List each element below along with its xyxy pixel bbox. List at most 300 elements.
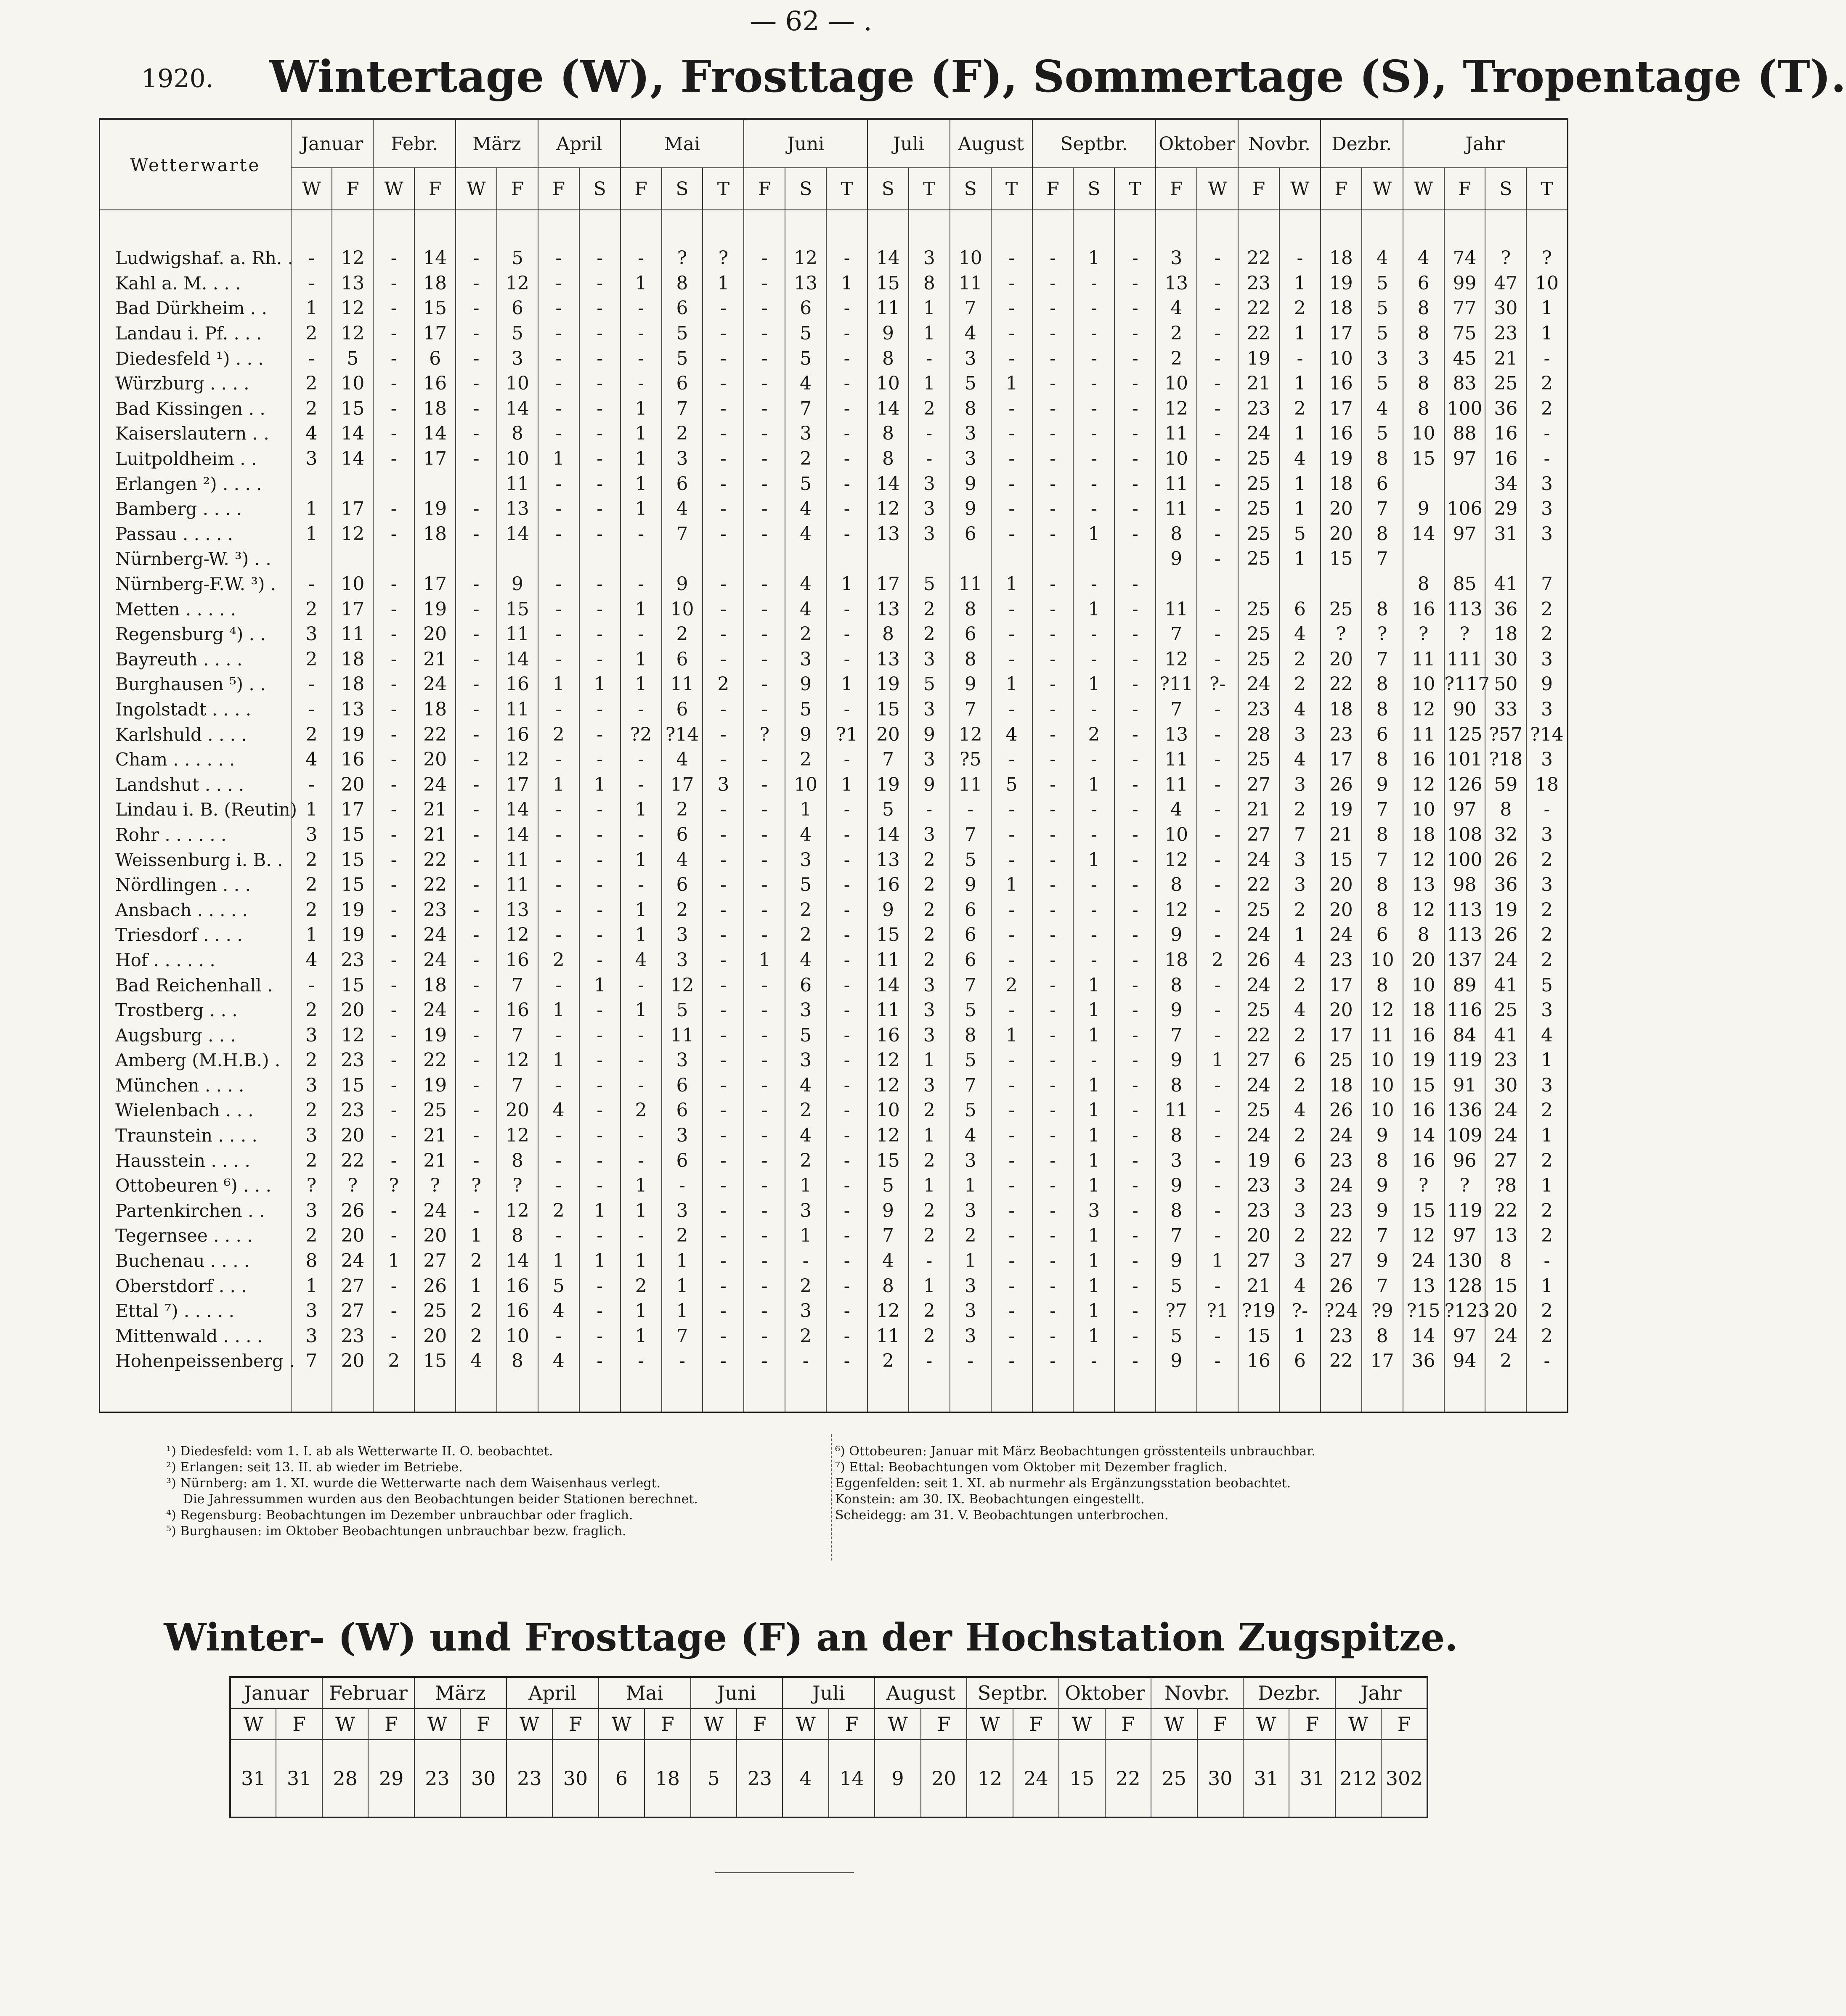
data-cell: 10	[1403, 797, 1444, 822]
data-cell: ?	[1485, 210, 1526, 271]
data-cell: -	[826, 1173, 867, 1198]
data-cell: 23	[332, 1324, 373, 1349]
data-cell: 14	[867, 210, 909, 271]
data-cell: 3	[785, 421, 826, 446]
data-cell: 8	[1362, 596, 1403, 622]
data-cell: 47	[1485, 271, 1526, 296]
end-rule	[715, 1872, 854, 1873]
zugspitze-sub: W	[1243, 1709, 1289, 1740]
table-row	[100, 998, 1568, 1023]
data-cell: -	[826, 1048, 867, 1073]
data-cell: 9	[950, 872, 991, 898]
data-cell: 2	[456, 1324, 497, 1349]
data-cell: -	[1073, 271, 1114, 296]
data-cell: 1	[1073, 1273, 1114, 1298]
data-cell: -	[579, 998, 621, 1023]
data-cell: -	[373, 596, 414, 622]
data-cell: 16	[332, 747, 373, 772]
footnote: Konstein: am 30. IX. Beobachtungen eingestellt.	[835, 1492, 1145, 1507]
data-cell: -	[1032, 1173, 1074, 1198]
data-cell: -	[826, 296, 867, 321]
data-cell: 1	[621, 471, 662, 496]
data-cell: -	[621, 772, 662, 797]
data-cell: 21	[414, 1123, 456, 1148]
data-cell: -	[1197, 446, 1238, 472]
data-cell: -	[579, 1324, 621, 1349]
zugspitze-value: 15	[1059, 1740, 1105, 1817]
data-cell: -	[703, 421, 744, 446]
zugspitze-sub: W	[691, 1709, 737, 1740]
data-cell: 1	[621, 1198, 662, 1224]
data-cell: 11	[1156, 421, 1197, 446]
data-cell: 14	[1403, 1324, 1444, 1349]
data-cell: -	[826, 897, 867, 922]
data-cell	[826, 546, 867, 572]
data-cell: 4	[456, 1348, 497, 1412]
data-cell: -	[1032, 998, 1074, 1023]
data-cell: 17	[414, 321, 456, 346]
data-cell: 27	[332, 1273, 373, 1298]
data-cell: 1	[579, 1248, 621, 1274]
data-cell: 15	[1403, 1198, 1444, 1224]
data-cell: 2	[909, 1098, 950, 1123]
data-cell: 13	[1156, 271, 1197, 296]
data-cell: -	[991, 296, 1032, 321]
station-name: Burghausen ⁵) . .	[115, 674, 266, 695]
data-cell: -	[456, 697, 497, 722]
data-cell: 1	[991, 872, 1032, 898]
data-cell: 3	[291, 446, 332, 472]
data-cell: -	[1197, 596, 1238, 622]
data-cell: 20	[497, 1098, 538, 1123]
data-cell: 6	[1279, 1348, 1321, 1412]
data-cell: -	[662, 1348, 703, 1412]
zugspitze-value: 20	[921, 1740, 967, 1817]
data-cell: 1	[579, 772, 621, 797]
table-row	[100, 296, 1568, 321]
data-cell: 1	[909, 1048, 950, 1073]
data-cell: -	[579, 872, 621, 898]
data-cell: 13	[497, 897, 538, 922]
data-cell: 18	[1526, 772, 1568, 797]
table-row	[100, 321, 1568, 346]
data-cell: 3	[909, 647, 950, 672]
data-cell: -	[456, 446, 497, 472]
data-cell: -	[373, 396, 414, 421]
data-cell: 1	[579, 672, 621, 697]
data-cell: -	[1032, 972, 1074, 998]
data-cell: 11	[1156, 772, 1197, 797]
data-cell: 6	[950, 622, 991, 647]
data-cell	[291, 471, 332, 496]
data-cell: 5	[909, 672, 950, 697]
data-cell: 8	[1485, 1248, 1526, 1274]
data-cell: 1	[662, 1298, 703, 1324]
data-cell: -	[991, 446, 1032, 472]
sub-header: F	[497, 168, 538, 210]
data-cell: 1	[991, 371, 1032, 396]
data-cell: 17	[414, 572, 456, 597]
data-cell: 3	[291, 1298, 332, 1324]
data-cell: 17	[332, 596, 373, 622]
data-cell: 24	[1321, 1123, 1362, 1148]
data-cell: 84	[1444, 1023, 1485, 1048]
data-cell: 7	[1362, 1223, 1403, 1248]
data-cell: 1	[291, 496, 332, 522]
data-cell: 6	[662, 296, 703, 321]
station-name: Amberg (M.H.B.) .	[115, 1050, 281, 1071]
data-cell: 7	[1362, 847, 1403, 872]
data-cell: -	[991, 346, 1032, 371]
data-cell: 22	[1238, 321, 1279, 346]
data-cell: 3	[909, 1073, 950, 1098]
data-cell	[538, 546, 579, 572]
data-cell: 25	[1238, 998, 1279, 1023]
data-cell: -	[1032, 471, 1074, 496]
data-cell: 3	[950, 346, 991, 371]
data-cell: -	[579, 371, 621, 396]
data-cell: -	[456, 1123, 497, 1148]
data-cell: 3	[1279, 772, 1321, 797]
data-cell: 2	[1279, 797, 1321, 822]
data-cell: 7	[662, 1324, 703, 1349]
data-cell: -	[621, 296, 662, 321]
data-cell: -	[1114, 847, 1156, 872]
zugspitze-month: Jahr	[1335, 1677, 1427, 1709]
data-cell: 26	[1238, 948, 1279, 973]
data-cell: -	[373, 697, 414, 722]
data-cell: 18	[414, 697, 456, 722]
data-cell: 24	[1238, 421, 1279, 446]
table-row	[100, 1273, 1568, 1298]
sub-header: F	[1321, 168, 1362, 210]
data-cell: -	[373, 1073, 414, 1098]
data-cell: 1	[909, 321, 950, 346]
data-cell: -	[744, 1298, 785, 1324]
data-cell: -	[1114, 296, 1156, 321]
data-cell: 27	[1238, 772, 1279, 797]
station-name: Buchenau . . . .	[115, 1250, 250, 1272]
data-cell: -	[1197, 998, 1238, 1023]
data-cell: 13	[1156, 722, 1197, 747]
data-cell: -	[826, 1223, 867, 1248]
data-cell: -	[538, 1324, 579, 1349]
station-name: Partenkirchen . .	[115, 1200, 265, 1221]
data-cell: 19	[414, 496, 456, 522]
data-cell: -	[621, 321, 662, 346]
data-cell: 2	[291, 872, 332, 898]
data-cell: 4	[1279, 948, 1321, 973]
data-cell: 2	[621, 1273, 662, 1298]
data-cell: 89	[1444, 972, 1485, 998]
sub-header: F	[332, 168, 373, 210]
data-cell: -	[373, 972, 414, 998]
data-cell: 23	[1238, 396, 1279, 421]
data-cell	[456, 471, 497, 496]
data-cell: -	[909, 421, 950, 446]
data-cell: 8	[867, 446, 909, 472]
data-cell	[867, 546, 909, 572]
data-cell: 50	[1485, 672, 1526, 697]
data-cell: 8	[1362, 522, 1403, 547]
data-cell: -	[373, 271, 414, 296]
data-cell: -	[991, 1198, 1032, 1224]
data-cell: 23	[1238, 1173, 1279, 1198]
data-cell: -	[744, 1148, 785, 1173]
data-cell: 1	[538, 672, 579, 697]
month-header: Juni	[744, 119, 867, 168]
zugspitze-value: 6	[599, 1740, 645, 1817]
data-cell: 30	[1485, 1073, 1526, 1098]
data-cell: -	[579, 572, 621, 597]
data-cell: 20	[1321, 496, 1362, 522]
data-cell: 125	[1444, 722, 1485, 747]
data-cell: 1	[621, 897, 662, 922]
data-cell: 4	[867, 1248, 909, 1274]
data-cell: -	[1197, 296, 1238, 321]
data-cell: 2	[291, 396, 332, 421]
data-cell: -	[373, 1023, 414, 1048]
data-cell: 14	[867, 471, 909, 496]
data-cell: 20	[1321, 998, 1362, 1023]
data-cell: -	[538, 1223, 579, 1248]
data-cell: 1	[1073, 672, 1114, 697]
data-cell: -	[579, 1348, 621, 1412]
data-cell: 19	[414, 1023, 456, 1048]
data-cell: 21	[414, 1148, 456, 1173]
data-cell: 1	[950, 1248, 991, 1274]
data-cell: 23	[1485, 1048, 1526, 1073]
data-cell: -	[1114, 948, 1156, 973]
data-cell: 25	[414, 1298, 456, 1324]
data-cell: -	[1279, 210, 1321, 271]
data-cell: 26	[1485, 847, 1526, 872]
data-cell: 27	[1238, 822, 1279, 848]
data-cell: -	[579, 647, 621, 672]
data-cell: -	[1114, 972, 1156, 998]
data-cell: 22	[414, 872, 456, 898]
station-name: Passau . . . . .	[115, 523, 233, 544]
data-cell: 1	[621, 271, 662, 296]
data-cell: -	[456, 847, 497, 872]
data-cell: 15	[867, 922, 909, 948]
data-cell: 10	[1362, 948, 1403, 973]
sub-header: S	[785, 168, 826, 210]
station-name: Nördlingen . . .	[115, 874, 251, 895]
data-cell: 2	[909, 922, 950, 948]
zugspitze-sub: W	[599, 1709, 645, 1740]
data-cell: 1	[373, 1248, 414, 1274]
data-cell: 2	[1526, 922, 1568, 948]
data-cell: -	[373, 847, 414, 872]
data-cell	[785, 546, 826, 572]
data-cell: 2	[662, 1223, 703, 1248]
data-cell: -	[456, 1048, 497, 1073]
data-cell: -	[538, 1023, 579, 1048]
data-cell: 15	[332, 822, 373, 848]
data-cell: ?	[1321, 622, 1362, 647]
station-name: Hohenpeissenberg .	[115, 1351, 295, 1372]
data-cell: 1	[1279, 371, 1321, 396]
data-cell: -	[1197, 872, 1238, 898]
data-cell: 1	[538, 446, 579, 472]
data-cell: 3	[909, 747, 950, 772]
data-cell: 19	[867, 672, 909, 697]
data-cell: -	[373, 1148, 414, 1173]
data-cell: -	[744, 210, 785, 271]
table-row	[100, 772, 1568, 797]
data-cell: 3	[950, 1148, 991, 1173]
data-cell: -	[703, 371, 744, 396]
data-cell: -	[1114, 1148, 1156, 1173]
data-cell: 30	[1485, 296, 1526, 321]
data-cell: 4	[785, 822, 826, 848]
station-name: Metten . . . . .	[115, 599, 236, 620]
data-cell: -	[991, 210, 1032, 271]
data-cell: -	[373, 371, 414, 396]
data-cell: 2	[1526, 371, 1568, 396]
sub-header: T	[909, 168, 950, 210]
data-cell: -	[703, 1324, 744, 1349]
data-cell: 2	[1156, 321, 1197, 346]
data-cell: -	[1197, 1148, 1238, 1173]
data-cell: -	[621, 1023, 662, 1048]
data-cell: 2	[909, 897, 950, 922]
data-cell: -	[826, 596, 867, 622]
data-cell: 1	[621, 797, 662, 822]
data-cell: -	[1073, 421, 1114, 446]
data-cell: 27	[414, 1248, 456, 1274]
data-cell: 2	[1526, 1198, 1568, 1224]
data-cell: 1	[579, 972, 621, 998]
table-row	[100, 922, 1568, 948]
data-cell: 3	[909, 496, 950, 522]
data-cell: 7	[1279, 822, 1321, 848]
table-row	[100, 210, 1568, 271]
data-cell: 1	[1073, 1248, 1114, 1274]
data-cell: 1	[1279, 271, 1321, 296]
footnote: Eggenfelden: seit 1. XI. ab nurmehr als Ergänzungsstation beobachtet.	[835, 1476, 1291, 1491]
data-cell: 1	[1073, 1123, 1114, 1148]
data-cell: 1	[621, 596, 662, 622]
data-cell: 6	[1279, 596, 1321, 622]
sub-header: W	[291, 168, 332, 210]
data-cell: 8	[909, 271, 950, 296]
data-cell: 1	[579, 1198, 621, 1224]
data-cell: -	[373, 572, 414, 597]
data-cell: -	[1073, 897, 1114, 922]
data-cell: 25	[1238, 596, 1279, 622]
data-cell: 7	[497, 972, 538, 998]
data-cell: -	[579, 210, 621, 271]
data-cell: 17	[1321, 747, 1362, 772]
data-cell: -	[1114, 1198, 1156, 1224]
data-cell: 3	[291, 1023, 332, 1048]
table-row	[100, 872, 1568, 898]
data-cell: 2	[1073, 722, 1114, 747]
data-cell: -	[991, 622, 1032, 647]
data-cell: 109	[1444, 1123, 1485, 1148]
data-cell: -	[1114, 396, 1156, 421]
data-cell: -	[291, 210, 332, 271]
data-cell: 6	[950, 897, 991, 922]
data-cell: -	[373, 772, 414, 797]
data-cell: 23	[1321, 1148, 1362, 1173]
footnote: ²) Erlangen: seit 13. II. ab wieder im Betriebe.	[166, 1460, 463, 1475]
data-cell: -	[1032, 346, 1074, 371]
data-cell: 8	[1156, 872, 1197, 898]
zugspitze-value: 30	[460, 1740, 506, 1817]
data-cell: -	[744, 998, 785, 1023]
data-cell: -	[826, 1273, 867, 1298]
data-cell: -	[1197, 496, 1238, 522]
data-cell: -	[744, 1173, 785, 1198]
data-cell: -	[744, 1248, 785, 1274]
data-cell: -	[826, 1023, 867, 1048]
data-cell: 1	[1073, 210, 1114, 271]
sub-header: F	[1156, 168, 1197, 210]
data-cell: 1	[909, 1173, 950, 1198]
data-cell: 4	[621, 948, 662, 973]
data-cell: 7	[950, 972, 991, 998]
data-cell: 25	[1321, 596, 1362, 622]
sub-header: S	[1485, 168, 1526, 210]
data-cell: -	[1073, 647, 1114, 672]
data-cell: -	[744, 622, 785, 647]
data-cell: 7	[950, 1073, 991, 1098]
data-cell: 8	[497, 1148, 538, 1173]
data-cell: 11	[1156, 1098, 1197, 1123]
data-cell: -	[456, 210, 497, 271]
data-cell: 11	[662, 672, 703, 697]
data-cell: -	[991, 1173, 1032, 1198]
sub-header: F	[414, 168, 456, 210]
data-cell: -	[703, 1148, 744, 1173]
data-cell: 2	[1279, 396, 1321, 421]
data-cell: 13	[785, 271, 826, 296]
data-cell: -	[1197, 321, 1238, 346]
table-row	[100, 346, 1568, 371]
data-cell: 1	[1073, 972, 1114, 998]
data-cell: 2	[1197, 948, 1238, 973]
data-cell: 25	[1238, 1098, 1279, 1123]
data-cell: -	[1197, 1173, 1238, 1198]
data-cell: -	[703, 998, 744, 1023]
data-cell: -	[826, 1073, 867, 1098]
station-name: Cham . . . . . .	[115, 749, 235, 770]
data-cell: -	[991, 1148, 1032, 1173]
data-cell: 1	[703, 271, 744, 296]
data-cell: 9	[1156, 1348, 1197, 1412]
data-cell: -	[456, 371, 497, 396]
station-name: Würzburg . . . .	[115, 373, 249, 394]
data-cell: 4	[950, 321, 991, 346]
data-cell: 12	[1403, 697, 1444, 722]
data-cell: -	[703, 1223, 744, 1248]
table-row	[100, 572, 1568, 597]
data-cell: 4	[1526, 1023, 1568, 1048]
data-cell: 7	[867, 1223, 909, 1248]
zugspitze-value: 31	[1289, 1740, 1335, 1817]
table-row	[100, 847, 1568, 872]
sub-header: T	[991, 168, 1032, 210]
data-cell: -	[621, 1048, 662, 1073]
table-row	[100, 797, 1568, 822]
data-cell: ?	[332, 1173, 373, 1198]
data-cell: -	[1197, 421, 1238, 446]
data-cell: 16	[497, 722, 538, 747]
data-cell: 3	[1526, 822, 1568, 848]
